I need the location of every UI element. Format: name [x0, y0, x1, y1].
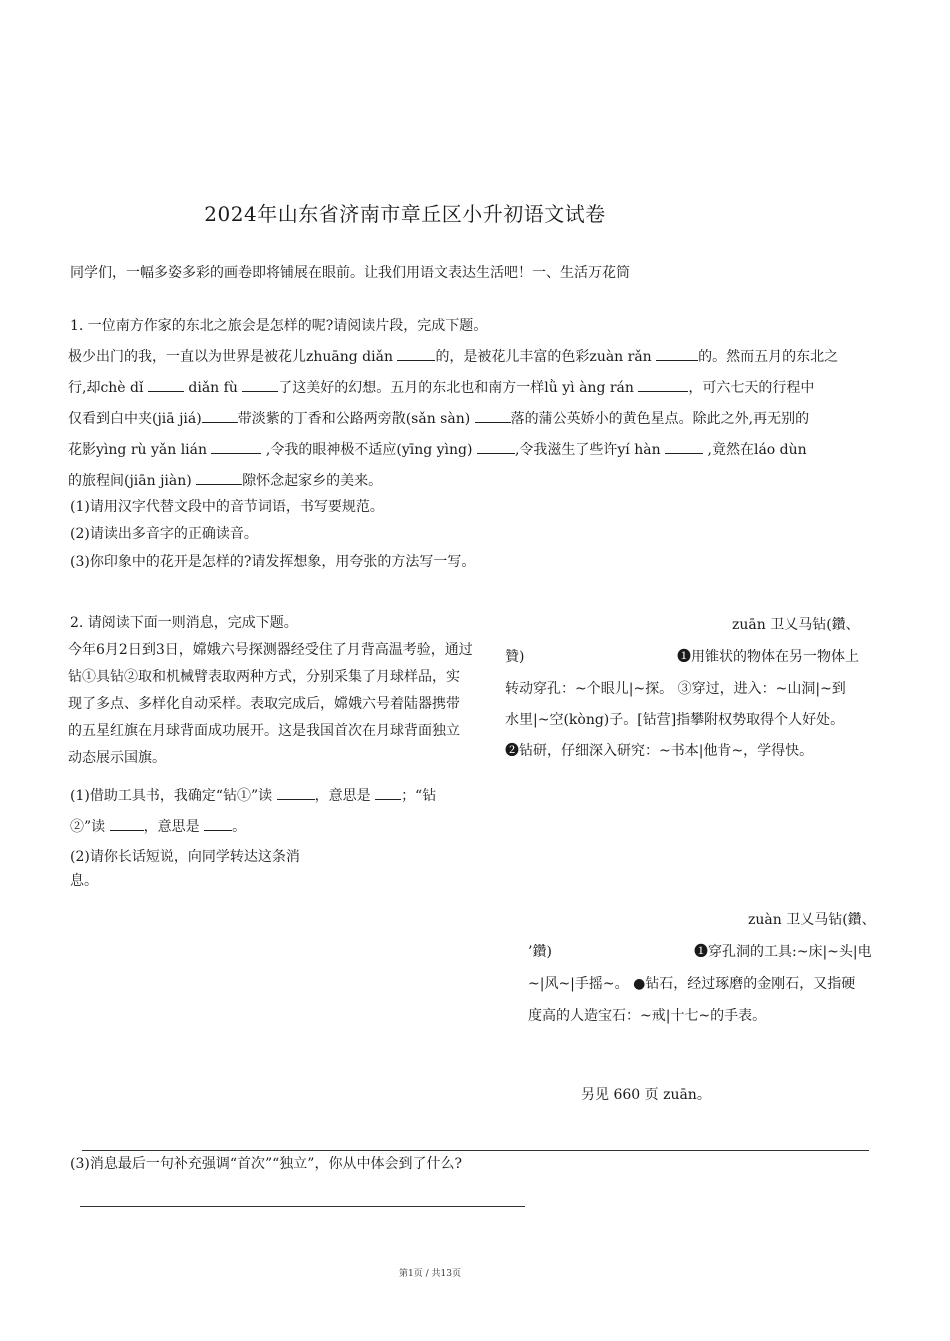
q1-text: 了这美好的幻想。五月的东北也和南方一样lǜ yì àng rán	[278, 380, 639, 396]
q2-text: ②”读	[70, 819, 110, 835]
q1-text: 落的蒲公英娇小的黄色星点。除此之外,再无别的	[510, 411, 810, 427]
dict-zuan4-line: ❶穿孔洞的工具:~床|~头|电	[694, 944, 872, 960]
q1-sub-1: (1)请用汉字代替文段中的音节词语，书写要规范。	[70, 499, 384, 515]
q1-line-4	[68, 439, 807, 459]
q1-line-2	[68, 377, 814, 397]
dict-zuan4-line: 度高的人造宝石：~戒|十七~的手表。	[528, 1008, 767, 1024]
q2-text: 。	[232, 819, 247, 835]
q1-text: ,竟然在láo dùn	[703, 442, 807, 458]
dict-zuan4-line: ’鑽)	[528, 944, 552, 960]
answer-blank[interactable]	[202, 408, 238, 423]
q1-text: 的旅程间(jiān jiàn)	[68, 473, 197, 489]
q2-passage-line: 钻①具钻②取和机械臂表取两种方式，分别采集了月球样品，实	[68, 669, 460, 685]
answer-blank[interactable]	[110, 816, 144, 831]
answer-blank[interactable]	[477, 439, 515, 454]
answer-blank[interactable]	[475, 408, 511, 423]
dict-zuan1-line: 转动穿孔：~个眼儿|~探。 ③穿过，进入：~山洞|~到	[505, 681, 846, 697]
answer-blank[interactable]	[211, 439, 261, 454]
q2-sub-3: (3)消息最后一句补充强调“首次”“独立”，你从中体会到了什么?	[70, 1156, 462, 1172]
answer-blank[interactable]	[665, 439, 703, 454]
answer-line[interactable]	[82, 1150, 869, 1151]
q1-text: 的，是被花儿丰富的色彩zuàn rǎn	[435, 349, 657, 365]
dict-zuan4-head: zuàn 卫乂马钻(鑽、	[748, 912, 876, 928]
answer-blank[interactable]	[196, 470, 242, 485]
page-title: 2024年山东省济南市章丘区小升初语文试卷	[204, 202, 606, 226]
q1-text: 花影yìng rù yǎn lián	[68, 442, 212, 458]
dict-zuan1-line: 水里|~空(kòng)子。[钻营]指攀附权势取得个人好处。	[505, 712, 845, 728]
q2-sub-1-line-1	[70, 785, 436, 805]
answer-blank[interactable]	[397, 346, 435, 361]
q1-stem: 1. 一位南方作家的东北之旅会是怎样的呢?请阅读片段，完成下题。	[70, 318, 488, 334]
q1-sub-3: (3)你印象中的花开是怎样的?请发挥想象，用夸张的方法写一写。	[70, 554, 476, 570]
intro-text: 同学们，一幅多姿多彩的画卷即将铺展在眼前。让我们用语文表达生活吧！一、生活万花筒	[70, 265, 630, 281]
q1-text: 极少出门的我，一直以为世界是被花儿zhuāng diǎn	[68, 349, 398, 365]
answer-blank[interactable]	[148, 377, 184, 392]
dict-zuan1-head: zuān 卫乂马钻(鑽、	[732, 617, 860, 633]
q1-text: 行,却chè dǐ	[68, 380, 148, 396]
dict-cross-reference: 另见 660 页 zuān。	[581, 1087, 711, 1103]
q1-text: diǎn fù	[183, 380, 243, 396]
q2-text: ，意思是	[314, 788, 376, 804]
q2-passage-line: 动态展示国旗。	[68, 750, 166, 766]
answer-blank[interactable]	[638, 377, 688, 392]
q2-sub-2-cont: 息。	[70, 873, 98, 889]
q1-line-5	[68, 470, 382, 490]
q1-line-3	[68, 408, 809, 428]
q2-passage-line: 现了多点、多样化自动采样。表取完成后，嫦娥六号着陆器携带	[68, 696, 460, 712]
q1-text: ,令我的眼神极不适应(yīng yìng)	[261, 442, 477, 458]
q1-text: ，可六七天的行程中	[688, 380, 815, 396]
q2-text: ；“钻	[401, 788, 437, 804]
answer-blank[interactable]	[204, 816, 232, 831]
q1-line-1	[68, 346, 838, 366]
q2-text: (1)借助工具书，我确定“钻①”读	[70, 788, 277, 804]
q1-text: 隙怀念起家乡的美来。	[242, 473, 383, 489]
q1-text: 带淡紫的丁香和公路两旁散(sǎn sàn)	[237, 411, 475, 427]
q2-sub-2: (2)请你长话短说，向同学转达这条消	[70, 849, 300, 865]
q1-text: 的。然而五月的东北之	[698, 349, 839, 365]
dict-zuan4-line: ~|风~|手摇~。 ●钻石，经过琢磨的金刚石，又指硬	[528, 976, 856, 992]
answer-blank[interactable]	[242, 377, 278, 392]
answer-blank[interactable]	[656, 346, 698, 361]
answer-blank[interactable]	[375, 785, 401, 800]
q2-passage-line: 的五星红旗在月球背面成功展开。这是我国首次在月球背面独立	[68, 723, 460, 739]
q2-text: ，意思是	[143, 819, 205, 835]
dict-zuan1-line: 贊)	[505, 649, 525, 665]
dict-zuan1-line: ❷钻研，仔细深入研究：~书本|他肯~，学得快。	[505, 743, 814, 759]
q2-passage-line: 今年6月2日到3日，嫦娥六号探测器经受住了月背高温考验，通过	[68, 642, 473, 658]
dict-zuan1-line: ❶用锥状的物体在另一物体上	[677, 649, 859, 665]
q2-stem: 2. 请阅读下面一则消息，完成下题。	[70, 615, 298, 631]
page-footer: 第1页 / 共13页	[399, 1269, 461, 1279]
q1-text: ,令我滋生了些许yí hàn	[514, 442, 666, 458]
q1-text: 仅看到白中夹(jiā jiá)	[68, 411, 202, 427]
q1-sub-2: (2)请读出多音字的正确读音。	[70, 526, 258, 542]
answer-line[interactable]	[80, 1206, 525, 1207]
q2-sub-1-line-2	[70, 816, 246, 836]
answer-blank[interactable]	[277, 785, 315, 800]
